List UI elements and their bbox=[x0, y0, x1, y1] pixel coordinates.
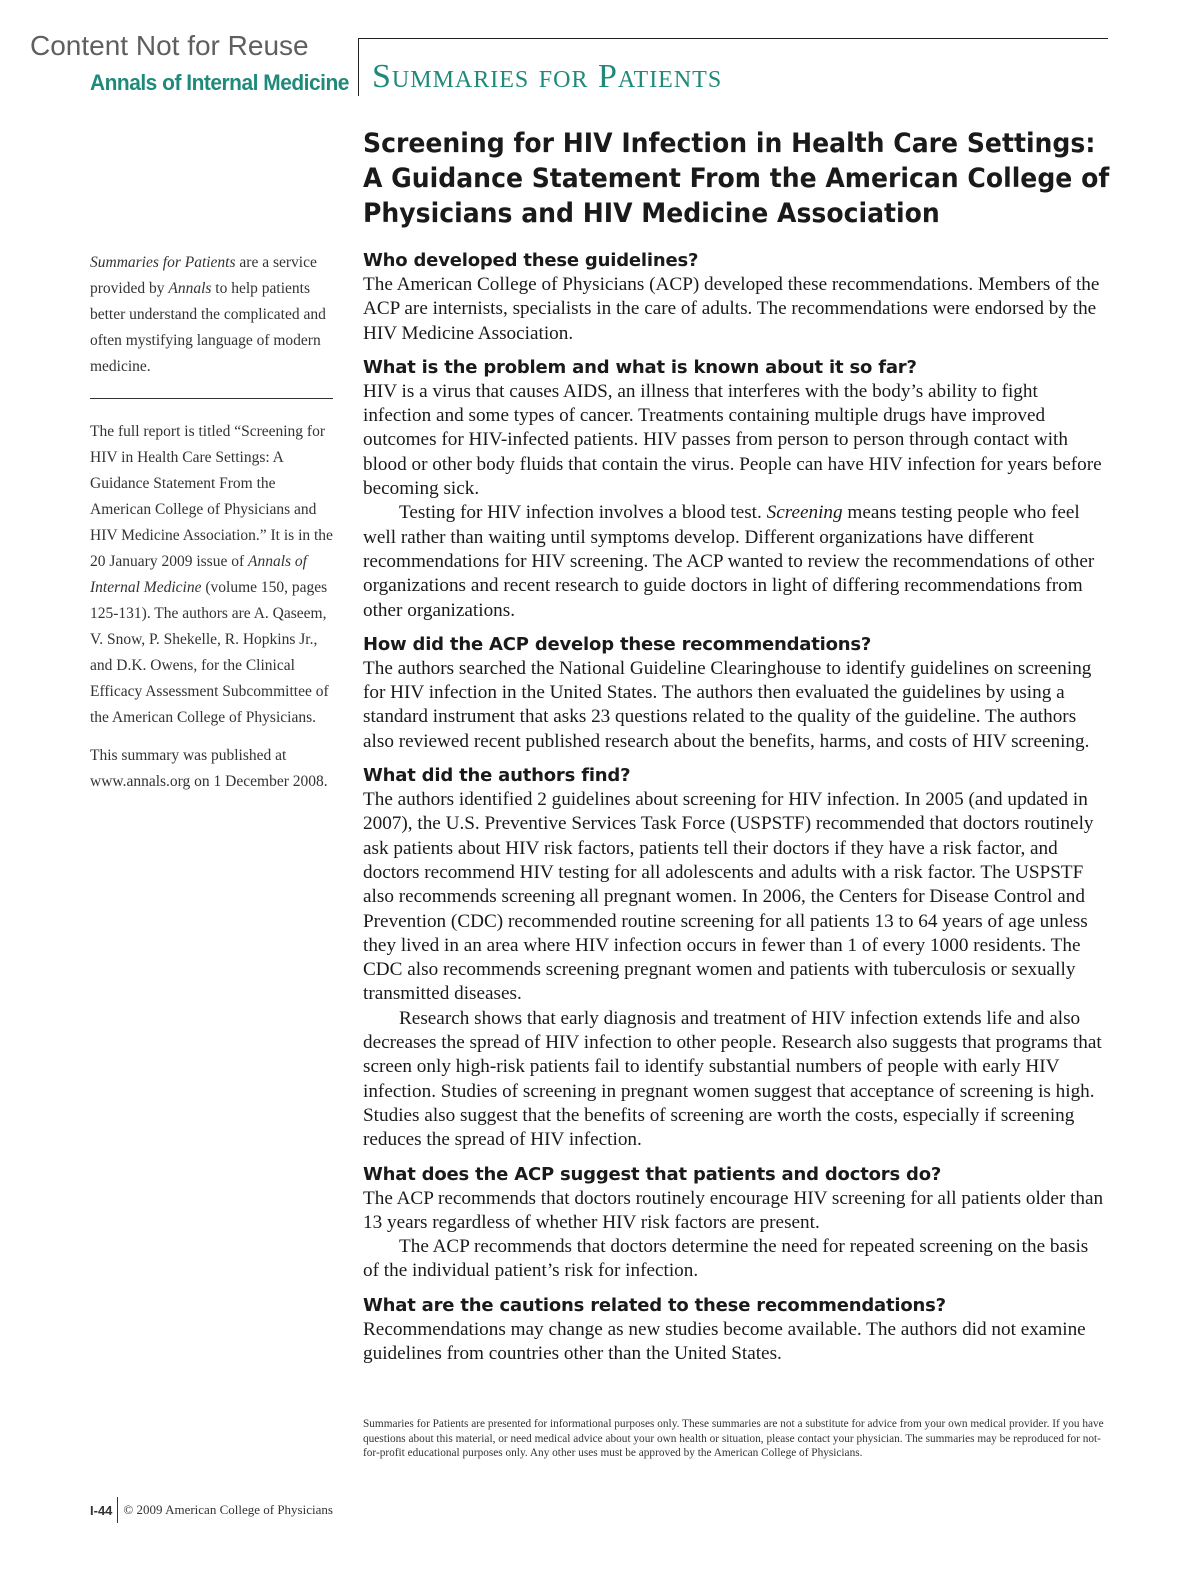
sidebar-report bbox=[90, 419, 335, 731]
copyright: © 2009 American College of Physicians bbox=[123, 1502, 333, 1517]
article-body bbox=[363, 249, 1108, 1376]
sidebar-report-journal: Annals of Internal Medicine bbox=[90, 553, 307, 596]
sidebar-intro-italic: Summaries for Patients bbox=[90, 254, 236, 271]
sidebar-report-text-a: The full report is titled “Screening for HIV in Health Care Settings: A Guidance Statement From the American College of Physicians and HIV Medicine Association.” It is in the 20 January 2009 issue of bbox=[90, 423, 333, 570]
footer-divider bbox=[117, 1497, 118, 1523]
paragraph: The American College of Physicians (ACP) developed these recommendations. Members of the ACP are internists, specialists in the care of adults. The recommendations were endorsed by the HIV Medicine Association. bbox=[363, 274, 1100, 344]
paragraph: The ACP recommends that doctors routinely encourage HIV screening for all patients older than 13 years regardless of whether HIV risk factors are present. bbox=[363, 1187, 1104, 1233]
watermark: Content Not for Reuse bbox=[30, 30, 309, 61]
paragraph-text: means testing people who feel well rather than waiting until symptoms develop. Different organizations have different recommendations for HIV screening. The ACP wanted to review the recommendations of other organizations and recent research to guide doctors in light of differing recommendations from other organizations. bbox=[363, 502, 1095, 621]
page-number: I-44 bbox=[90, 1502, 113, 1518]
section-title: Summaries for Patients bbox=[372, 58, 723, 95]
sidebar-divider bbox=[90, 398, 333, 399]
paragraph: Recommendations may change as new studies become available. The authors did not examine guidelines from countries other than the United States. bbox=[363, 1318, 1086, 1364]
paragraph-emphasis: Screening bbox=[766, 502, 843, 524]
section-heading: What are the cautions related to these recommendations? bbox=[363, 1294, 946, 1316]
paragraph: The authors identified 2 guidelines about screening for HIV infection. In 2005 (and updated in 2007), the U.S. Preventive Services Task Force (USPSTF) recommended that doctors routinely ask patients about HIV risk factors, patients tell their doctors if they have a risk factor, and doctors recommend HIV testing for all adolescents and adults with a risk factor. The USPSTF also recommends screening all pregnant women. In 2006, the Centers for Disease Control and Prevention (CDC) recommended routine screening for all patients 13 to 64 years of age unless they lived in an area where HIV infection occurs in fewer than 1 of every 1000 residents. The CDC also recommends screening pregnant women and patients with tuberculosis or sexually transmitted diseases. bbox=[363, 789, 1094, 1005]
sidebar-intro-text-a: are a service provided by bbox=[90, 254, 317, 297]
journal-brand: Annals of Internal Medicine bbox=[90, 70, 349, 95]
section-how bbox=[363, 633, 1108, 754]
disclaimer: Summaries for Patients are presented for informational purposes only. These summaries are not a substitute for advice from your own medical provider. If you have questions about this material, or need medical advice about your own health or situation, please contact your physician. The summaries may be reproduced for not-for-profit educational purposes only. Any other uses must be approved by the American College of Physicians. bbox=[363, 1418, 1104, 1459]
section-heading: What does the ACP suggest that patients and doctors do? bbox=[363, 1163, 942, 1185]
sidebar-published: This summary was published at www.annals.org on 1 December 2008. bbox=[90, 747, 328, 790]
paragraph: HIV is a virus that causes AIDS, an illness that interferes with the body’s ability to fight infection and some types of cancer. Treatments containing multiple drugs have improved outcomes for HIV-infected patients. HIV passes from person to person through contact with blood or other body fluids that contain the virus. People can have HIV infection for years before becoming sick. bbox=[363, 380, 1102, 500]
paragraph-text: Testing for HIV infection involves a blood test. bbox=[399, 502, 767, 524]
section-who bbox=[363, 249, 1108, 346]
section-cautions bbox=[363, 1294, 1108, 1367]
sidebar-intro-annals: Annals bbox=[168, 280, 212, 297]
section-problem bbox=[363, 356, 1108, 623]
paragraph: The authors searched the National Guideline Clearinghouse to identify guidelines on screening for HIV infection in the United States. The authors then evaluated the guidelines by using a standard instrument that asks 23 questions related to the quality of the guideline. The authors also reviewed recent published research about the benefits, harms, and costs of HIV screening. bbox=[363, 657, 1092, 752]
section-heading: What is the problem and what is known about it so far? bbox=[363, 356, 917, 378]
paragraph bbox=[363, 501, 1108, 622]
article-title: Screening for HIV Infection in Health Care Settings: A Guidance Statement From the American College of Physicians and HIV Medicine Association bbox=[363, 128, 1110, 229]
section-heading: Who developed these guidelines? bbox=[363, 250, 699, 271]
paragraph: The ACP recommends that doctors determine the need for repeated screening on the basis of the individual patient’s risk for infection. bbox=[363, 1236, 1089, 1282]
paragraph: Research shows that early diagnosis and treatment of HIV infection extends life and also decreases the spread of HIV infection to other people. Research also suggests that programs that screen only high-risk patients fail to identify substantial numbers of people with early HIV infection. Studies of screening in pregnant women suggest that acceptance of screening is high. Studies also suggest that the benefits of screening are worth the costs, especially if screening reduces the spread of HIV infection. bbox=[363, 1007, 1102, 1151]
header-rule bbox=[358, 38, 1108, 39]
sidebar bbox=[90, 250, 335, 795]
sidebar-intro bbox=[90, 250, 335, 398]
page-footer bbox=[90, 1497, 333, 1523]
sidebar-report-text-b: (volume 150, pages 125-131). The authors are A. Qaseem, V. Snow, P. Shekelle, R. Hopkins Jr., and D.K. Owens, for the Clinical Efficacy Assessment Subcommittee of the American College of Physicians. bbox=[90, 579, 329, 726]
header-divider bbox=[358, 38, 359, 96]
section-suggestions bbox=[363, 1163, 1108, 1284]
section-findings bbox=[363, 764, 1108, 1152]
sidebar-intro-text-b: to help patients better understand the complicated and often mystifying language of modern medicine. bbox=[90, 280, 326, 375]
section-heading: How did the ACP develop these recommendations? bbox=[363, 633, 872, 655]
section-heading: What did the authors find? bbox=[363, 765, 631, 787]
